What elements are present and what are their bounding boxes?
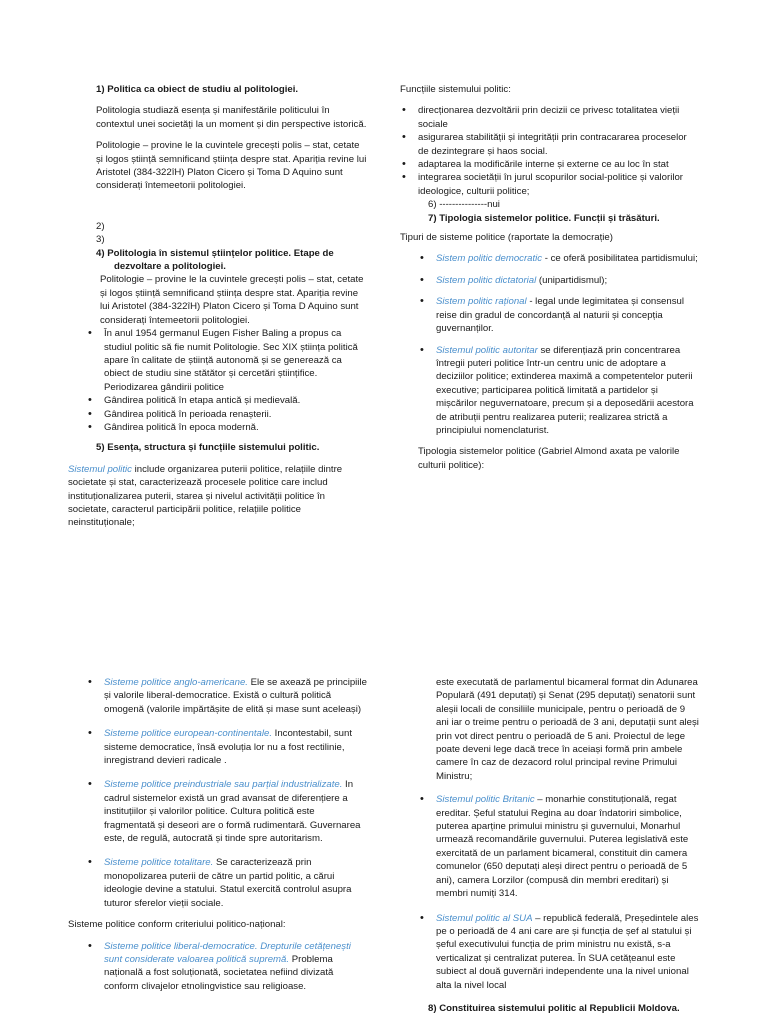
list-item: • Sistem politic dictatorial (unipartidismul); (418, 274, 700, 287)
list-item: • Gândirea politică în etapa antică și medievală. (86, 394, 368, 407)
heading-5: 5) Esența, structura și funcțiile sistemului politic. (96, 442, 320, 454)
bullet-list (68, 940, 368, 994)
paragraph: Tipologia sistemelor politice (Gabriel Almond axata pe valorile culturii politice): (418, 446, 680, 471)
section-title: Funcțiile sistemului politic: (400, 84, 511, 95)
paragraph: Tipuri de sisteme politice (raportate la democrație) (400, 232, 613, 244)
list-item: • asigurarea stabilității și integrității prin contracararea proceselor de dezintegrare și haos social. (400, 131, 700, 158)
heading-1: 1) Politica ca obiect de studiu al politologiei. (96, 84, 299, 95)
list-item: • Sisteme politice preindustriale sau parțial industrializate. In cadrul sistemelor există un grad avansat de diferențiere a instituțiilor și valorilor politice. Cultura politică este fragmentată și deseori are o formă rudimentară. Guvernarea este, de regulă, autocrată și tinde spre autoritarism. (86, 778, 368, 845)
list-item: • Sisteme politice totalitare. Se caracterizează prin monopolizarea puterii de către un partid politic, a cărui ideologie devine a statului. Statul exercită controlul asupra tuturor sferelor vieții sociale. (86, 856, 368, 910)
list-number: 6) ---------------nui (428, 199, 500, 211)
heading-7: 7) Tipologia sistemelor politice. Funcții și trăsături. (428, 212, 660, 224)
heading-4-cont: dezvoltare a politologiei. (114, 261, 226, 273)
list-item: • Sisteme politice anglo-americane. Ele se axează pe principiile și valorile liberal-democratice. Există o cultură politică omogenă (valorile impărtășite de elită și mase sunt aceleași) (86, 676, 368, 716)
list-item: • Sistemul politic Britanic – monarhie constituțională, regat ereditar. Șeful statului Regina au doar îndatoriri simbolice, puterea aparține primului ministru și guvernului, Monarhul urmează recomandările guvernului. Puterea legislativă este exercitată de un parlament bicameral, constituit din camera comunelor (650 deputați aleși direct pentru o perioadă de 5 ani), camera Lorzilor (compusă din membri ereditari) și membri numiți 314. (418, 793, 700, 900)
page1-left-column (68, 83, 368, 530)
document-page-2 (0, 640, 768, 1024)
list-item: • Sistemul politic al SUA – republică federală, Președintele ales pe o perioadă de 4 ani care are și funcția de șef al statului și șeful executivului funcția de prim ministru nu există, s-a verticalizat și centralizat puterea. În SUA cetățeanul este subiect al două guvernări independente una la nivel unional alta la nivel local (418, 912, 700, 992)
list-item: • adaptarea la modificările interne și externe ce au loc în stat (400, 158, 700, 171)
paragraph: Politologie – provine le la cuvintele grecești polis – stat, cetate și logos știință semnificand știința despre stat. Apariția revine lui Aristotel (384-322îH) Platon Cicero și Toma D Aquino sunt considerați întemeetorii politologiei. (100, 274, 364, 326)
paragraph: Sistemul politic include organizarea puterii politice, relațiile dintre societate și stat, caracterizează procesele politice care includ instituționalizarea puterii, starea și nivelul activității politice în societate, caracterul participării politice, relațiile politice neinstituționale; (68, 463, 343, 529)
page2-left-column (68, 676, 368, 993)
paragraph: Politologie – provine le la cuvintele grecești polis – stat, cetate și logos știință semnificand știința despre stat. Apariția revine lui Aristotel (384-322îH) Platon Cicero și Toma D Aquino sunt considerați întemeetorii politologiei. (96, 140, 367, 192)
paragraph: Sisteme politice conform criteriului politico-național: (68, 919, 286, 931)
bullet-list (400, 793, 700, 992)
list-item: • În anul 1954 germanul Eugen Fisher Baling a propus ca studiul politic să fie numit Politologie. Sec XIX știința politică apare în calitate de știință autonomă și se generează ca obiect de studiu sine stătător și cercetări științifice. Periodizarea gândirii politice (86, 327, 368, 394)
bullet-list (68, 676, 368, 910)
heading-4: 4) Politologia în sistemul științelor politice. Etape de (96, 247, 334, 259)
heading-8: 8) Constituirea sistemului politic al Republicii Moldova. (428, 1002, 680, 1014)
bullet-list (400, 104, 700, 198)
page2-right-column (400, 676, 700, 1015)
bullet-list (68, 327, 368, 434)
list-item: • Sistem politic democratic - ce oferă posibilitatea partidismului; (418, 252, 700, 265)
bullet-list (400, 252, 700, 437)
paragraph: Politologia studiază esența și manifestările politicului în contextul unei societăți la un moment și din perspective istorică. (96, 105, 367, 130)
term-highlight: Sistemul politic (68, 463, 132, 475)
list-number: 2) (96, 220, 105, 232)
list-item: • direcționarea dezvoltării prin decizii ce privesc totalitatea vieții sociale (400, 104, 700, 131)
list-item: • Sistemul politic autoritar se diferențiază prin concentrarea întregii puteri politice într-un centru unic de adoptare a deciziilor politice; extinderea maximă a competentelor puterii executive; participarea politică limitată a partidelor și mișcărilor neguvernatoare, precum și a deposedării acestora de atribuții pentru realizarea puterii; realizarea strictă a principiului nomenclaturist. (418, 344, 700, 438)
list-number: 3) (96, 234, 105, 246)
list-item: • Sistem politic rațional - legal unde legimitatea și consensul reise din gradul de concordanță al naturii și concepția guvernanților. (418, 295, 700, 335)
page1-right-column (400, 83, 700, 472)
list-item: • Sisteme politice liberal-democratice. Drepturile cetățenești sunt considerate valoarea politică supremă. Problema națională a fost soluționată, societatea nefiind divizată conform clivajelor etnolingvistice sau religioase. (86, 940, 368, 994)
list-item: • Sisteme politice european-continentale. Incontestabil, sunt sisteme democratice, însă evoluția lor nu a fost rectilinie, inregistrand devieri radicale . (86, 727, 368, 767)
list-item: • Gândirea politică în epoca modernă. (86, 421, 368, 434)
paragraph: este executată de parlamentul bicameral format din Adunarea Populară (491 deputați) și Senat (295 deputați) senatorii sunt aleșii locali de consiliile municipale, pentru o perioadă de 9 ani iar o treime pentru o perioadă de 3 ani, deputații sunt aleși prin vot direct pentru o perioadă de 5 ani. Proiectul de lege poate deveni lege dacă trece în aceiași formă prin ambele camere în caz de dezacord rolul principal revine Primului Ministru; (436, 677, 699, 782)
list-item: • Gândirea politică în perioada renașterii. (86, 408, 368, 421)
list-item: • integrarea societății în jurul scopurilor social-politice și valorilor ideologice, culturii politice; (400, 171, 700, 198)
